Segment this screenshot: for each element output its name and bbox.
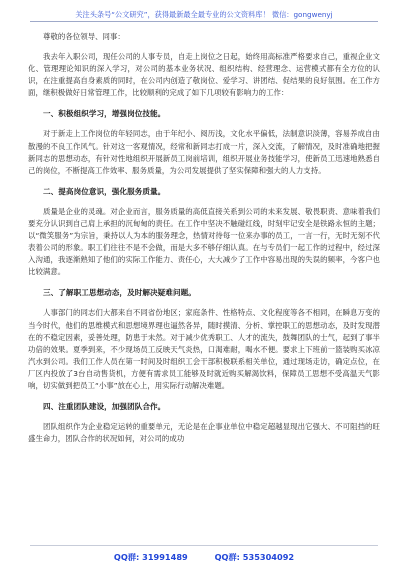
footer-qq-group-1: QQ群: 31991489	[113, 552, 188, 562]
header-banner: 关注头条号“公文研究”，获得最新最全最专业的公文资料库！ 微信：gongwenyj	[75, 10, 333, 19]
section-heading-4: 四、注重团队建设，加强团队合作。	[43, 402, 166, 412]
section-3-paragraph: 人事部门的同志们大都来自不同省份地区；家庭条件、性格特点、文化程度等各不相同，在瞬息万变的当今时代，他们的思维模式和思想境界理也逼然各异，随时摸清、分析、掌控职工的思想动态，及时发现潜在的不稳定因素，妥善处理，防患于未然。对于减少优秀职工、人才的流失，鼓舞团队的士气，起到了事半功倍的效果。夏季到来，不少现场员工反映天气炎热，口渴难耐，喝水不便。要求上下班前一篮装购买冰凉汽水到公司。我们工作人员在第一时间及时组织工会干部积极联系相关单位，通过现场走访，确定点位，在厂区内投放了3台自动售货机，方便有需求员工能够及时就近购买解渴饮料，保障员工思想不受高温天气影响，切实做到把员工“小事”放在心上，用实际行动解决难题。	[28, 308, 380, 390]
header-divider	[30, 21, 378, 22]
section-1-paragraph: 对于新走上工作岗位的年轻同志，由于年纪小、阅历浅，文化水平偏低，法制意识淡薄，容易养成自由散漫的不良工作风气。针对这一客观情况，经常和新同志打成一片，深入交流，了解情况，及时准确地把握新同志的思想动态，有针对性地组织开展新员工岗前培训，组织开展业务技能学习，使新员工迅速地熟悉自己的岗位，不断提高工作效率、服务质量，为公司发展提供了坚实保障和强大的人力支持。	[28, 129, 380, 175]
intro-paragraph: 我去年入职公司，现任公司的人事专员，自走上岗位之日起，始终用高标准严格要求自己，重视企业文化、管理理论知识的深入学习，对公司的基本业务状况、组织结构、经营理念、运营模式都有全方位的认识，在注重提高自身素质的同时，在公司内创造了敬岗位、爱学习、讲团结、促结果的良好氛围。在工作方面，继积极做好日常管理工作，比较顺利的完成了如下几项较有影响力的工作：	[28, 52, 380, 98]
section-2-paragraph: 质量是企业的灵魂。对企业而言，服务质量的高低直接关系到公司的未来发展、敬畏职责、意味着我们要充分认识到自己肩上承担的沉甸甸的责任。在工作中坚决不触碰红线，时刻牢记安全是铁路永恒的主题；以“微笑服务”为宗旨，秉持以人为本的服务理念，热情对待每一位来办事的员工，一言一行，无时无刻不代表着公司的形象。职工们往往不是不会做，而是大多不够仔细认真。在与专员们一起工作的过程中，经过深入沟通，我逐渐熟知了他们的实际工作能力、责任心，大大减少了工作中容易出现的失误的频率，今客户也比较满意。	[28, 206, 380, 277]
document-body	[28, 31, 380, 452]
section-heading-2: 二、提高岗位意识，强化服务质量。	[43, 186, 166, 196]
section-4-paragraph: 团队组织作为企业稳定运转的重要单元，无论是在企事业单位中稳定超越显现出它强大、不可阻挡的旺盛生命力，团队合作的状况如何，对公司的成功	[28, 422, 380, 444]
greeting: 尊敬的各位领导、同事：	[43, 32, 125, 41]
footer-contacts	[0, 551, 408, 563]
footer-qq-group-2: QQ群: 535304092	[214, 552, 295, 562]
section-heading-1: 一、积极组织学习，增强岗位技能。	[43, 109, 166, 119]
footer-divider	[30, 545, 378, 546]
section-heading-3: 三、了解职工思想动态，及时解决疑难问题。	[43, 288, 196, 298]
